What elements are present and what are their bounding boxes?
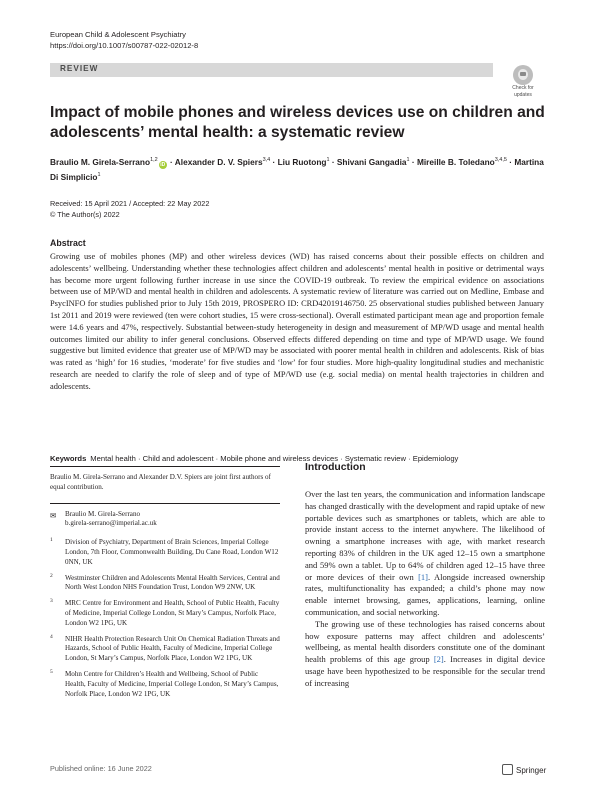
published-online: Published online: 16 June 2022: [50, 764, 152, 773]
author-separator: ·: [270, 157, 278, 167]
abstract-heading: Abstract: [50, 238, 86, 248]
correspondence-email[interactable]: b.girela-serrano@imperial.ac.uk: [65, 519, 157, 528]
article-title: Impact of mobile phones and wireless devices use on children and adolescents’ mental health: a systematic review: [50, 104, 545, 141]
abstract-body: Growing use of mobiles phones (MP) and other wireless devices (WD) has raised concerns about their possible effects on children and adolescents’ wellbeing. Understanding whether these technologies affect children and adolescents’ mental health in positive or detrimental ways has become more urgent following further increase in use since the COVID-19 outbreak. To review the empirical evidence on associations between use of MP/WD and mental health in children and adolescents. A systematic review of literature was carried out on Medline, Embase and PsycINFO for studies published prior to July 15th 2019, PROSPERO ID: CRD42019146750. 25 observational studies published between January 1st 2011 and 2019 were reviewed (ten were cohort studies, 15 were cross-sectional). Overall estimated participant mean age and proportion female were 14.6 years and 47%, respectively. Substantial between-study heterogeneity in design and measurement of MP/WD usage and mental health outcomes limited our ability to infer general conclusions. Observed effects differed depending on time and type of MP/WD usage. We found suggestive but limited evidence that greater use of MP/WD may be associated with poorer mental health in children and adolescents. Risk of bias was rated as ‘high’ for 16 studies, ‘moderate’ for five studies and ‘low’ for four studies. More high-quality longitudinal studies and mechanistic research are needed to clarify the role of sleep and of type of MP/WD use (e.g. social media) on mental health trajectories in children and adolescents.: [50, 252, 544, 391]
keywords-text: Mental health · Child and adolescent · Mobile phone and wireless devices · Systematic review · Epidemiology: [90, 454, 459, 463]
intro-text: . Increases in digital device usage have been hypothesized to be responsible for the secular trend of increasing: [305, 654, 545, 688]
publisher-name: Springer: [516, 766, 547, 775]
author-name[interactable]: Mireille B. Toledano: [416, 157, 495, 167]
publisher: [502, 764, 546, 775]
section-label: REVIEW: [60, 64, 99, 73]
affiliation: [50, 635, 280, 664]
author-name[interactable]: Liu Ruotong: [277, 157, 327, 167]
author-affiliation-mark: 3,4,5: [494, 157, 507, 163]
introduction-body: [305, 489, 545, 690]
equal-contribution-note: Braulio M. Girela-Serrano and Alexander D.V. Spiers are joint first authors of equal contribution.: [50, 473, 271, 491]
author-separator: ·: [329, 157, 337, 167]
author-separator: ·: [506, 157, 515, 167]
author-affiliation-mark: 1: [97, 172, 101, 178]
affiliation-number: 5: [50, 668, 53, 675]
citation-link[interactable]: [2]: [433, 654, 444, 665]
author-affiliation-mark: 3,4: [262, 157, 271, 163]
author-affiliation-mark: 1: [406, 157, 410, 163]
footnote-rule: [50, 503, 280, 504]
affiliation-text: Division of Psychiatry, Department of Brain Sciences, Imperial College London, 7th Floor, Commonwealth Building, Du Cane Road, London W12 0NN, UK: [65, 538, 279, 566]
correspondence-name: Braulio M. Girela-Serrano: [65, 509, 141, 518]
intro-text: . Alongside increased ownership rates, multifunctionality has expanded; a child’s phone may now enable internet browsing, games, applications, learning, online communication, and social networking.: [305, 571, 545, 617]
affiliation-number: 4: [50, 633, 53, 640]
affiliation: [50, 574, 280, 594]
author-name[interactable]: Braulio M. Girela-Serrano: [50, 157, 151, 167]
author-name[interactable]: Shivani Gangadia: [336, 157, 407, 167]
citation-link[interactable]: [1]: [418, 571, 429, 582]
intro-text: The growing use of these technologies has raised concerns about how exposure patterns may affect children and adolescents’ wellbeing, as mental health disorders constitute one of the dominant health problems of this age group: [305, 618, 545, 665]
intro-paragraph-2: [305, 619, 545, 690]
author-affiliation-mark: 1,2: [150, 157, 158, 163]
author-affiliation-mark: 1: [326, 157, 330, 163]
keywords: [50, 453, 550, 464]
affiliation-text: MRC Centre for Environment and Health, School of Public Health, Faculty of Medicine, Imperial College London, St Mary’s Campus, Norfolk Place, London W2 1PG, UK: [65, 599, 280, 627]
correspondence: [50, 510, 280, 530]
affiliation-text: Westminster Children and Adolescents Mental Health Services, Central and North West London NHS Foundation Trust, London W9 2NW, UK: [65, 573, 280, 592]
journal-name: European Child & Adolescent Psychiatry: [50, 30, 186, 39]
affiliation-number: 3: [50, 598, 53, 605]
springer-horse-icon: [502, 764, 513, 775]
introduction-heading: Introduction: [305, 462, 366, 473]
orcid-icon[interactable]: iD: [160, 162, 166, 168]
author-list: [50, 154, 550, 184]
journal-header: [50, 30, 198, 51]
article-dates: [50, 199, 209, 220]
affiliation-text: NIHR Health Protection Research Unit On Chemical Radiation Threats and Hazards, School of Public Health, Faculty of Medicine, Imperial College London, St Mary’s Campus, Norfolk Place, London W2 1PG, UK: [65, 634, 280, 663]
author-name[interactable]: Martina Di Simplicio: [50, 157, 544, 182]
keywords-heading: Keywords: [50, 454, 87, 463]
check-for-updates-badge[interactable]: [509, 65, 537, 97]
author-separator: ·: [409, 157, 417, 167]
footnote-column: [50, 466, 280, 705]
affiliation: [50, 670, 280, 699]
affiliation-number: 2: [50, 572, 53, 579]
received-accepted: Received: 15 April 2021 / Accepted: 22 May 2022: [50, 199, 210, 208]
affiliation-number: 1: [50, 537, 53, 544]
doi-link[interactable]: https://doi.org/10.1007/s00787-022-02012-8: [50, 40, 199, 50]
intro-paragraph-1: [305, 489, 545, 619]
badge-line2: updates: [514, 91, 532, 98]
affiliation: [50, 599, 280, 628]
copyright: © The Author(s) 2022: [50, 209, 120, 219]
affiliation: [50, 538, 280, 567]
affiliation-text: Mohn Centre for Children’s Health and Wellbeing, School of Public Health, Faculty of Medicine, Imperial College London, St Mary’s Campus, Norfolk Place, London W2 1PG, UK: [65, 669, 279, 698]
author-name[interactable]: Alexander D. V. Spiers: [174, 157, 263, 167]
section-band: [50, 63, 493, 77]
footnote-rule: [50, 466, 280, 467]
author-separator: ·: [167, 157, 175, 167]
envelope-icon: ✉: [50, 510, 57, 520]
intro-text: Over the last ten years, the communication and information landscape has changed drastically with the development and rapid uptake of new portable devices such as smartphones or tablets, which are able to provide instant access to the internet anywhere. The likelihood of owning a smartphone increases with age, with market research reporting 83% of children in the UK aged 12–15 own a smartphone and 59% own a tablet. Up to 64% of children aged 12–15 have three or more devices of their own: [305, 489, 545, 582]
crossmark-icon: [513, 65, 533, 85]
badge-line1: Check for: [512, 85, 534, 91]
